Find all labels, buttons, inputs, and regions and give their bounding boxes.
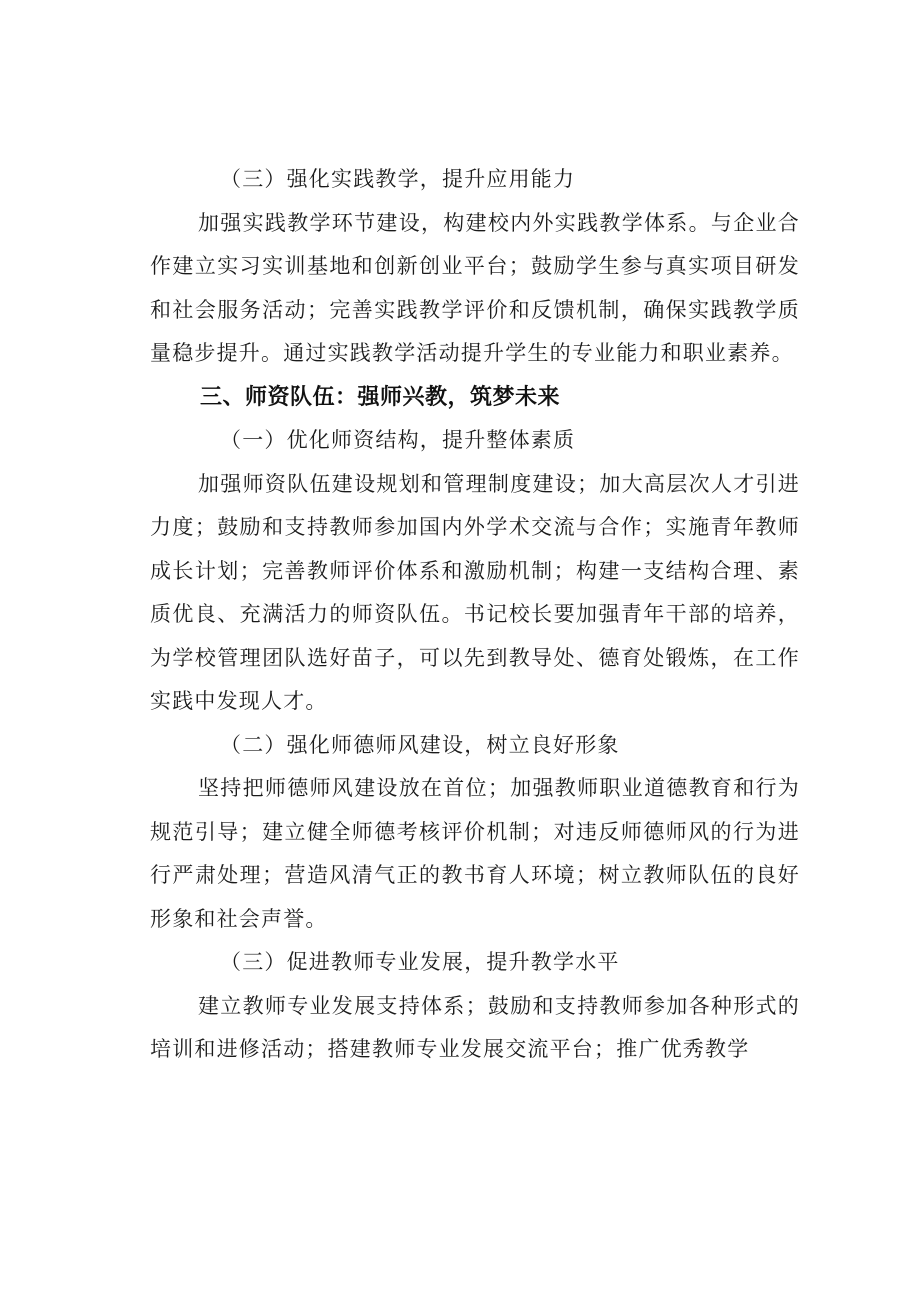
- paragraph-professional-development: 建立教师专业发展支持体系；鼓励和支持教师参加各种形式的培训和进修活动；搭建教师专业发展交流平台；推广优秀教学: [150, 993, 800, 1061]
- subheading-professional-development: （三）促进教师专业发展，提升教学水平: [220, 950, 620, 974]
- paragraph-staff-structure: 加强师资队伍建设规划和管理制度建设；加大高层次人才引进力度；鼓励和支持教师参加国内外学术交流与合作；实施青年教师成长计划；完善教师评价体系和激励机制；构建一支结构合理、素质优良、充满活力的师资队伍。书记校长要加强青年干部的培养，为学校管理团队选好苗子，可以先到教导处、德育处锻炼，在工作实践中发现人才。: [150, 471, 800, 713]
- paragraph-teacher-ethics: 坚持把师德师风建设放在首位；加强教师职业道德教育和行为规范引导；建立健全师德考核评价机制；对违反师德师风的行为进行严肃处理；营造风清气正的教书育人环境；树立教师队伍的良好形象和社会声誉。: [150, 776, 800, 931]
- paragraph-practice-teaching: 加强实践教学环节建设，构建校内外实践教学体系。与企业合作建立实习实训基地和创新创业平台；鼓励学生参与真实项目研发和社会服务活动；完善实践教学评价和反馈机制，确保实践教学质量稳步提升。通过实践教学活动提升学生的专业能力和职业素养。: [150, 210, 800, 365]
- section-heading-teaching-staff: 三、师资队伍：强师兴教，筑梦未来: [200, 384, 561, 410]
- subheading-teacher-ethics: （二）强化师德师风建设，树立良好形象: [220, 732, 620, 757]
- document-body: [150, 158, 800, 1072]
- subheading-practice-teaching: （三）强化实践教学，提升应用能力: [220, 167, 576, 191]
- subheading-staff-structure: （一）优化师资结构，提升整体素质: [220, 428, 576, 452]
